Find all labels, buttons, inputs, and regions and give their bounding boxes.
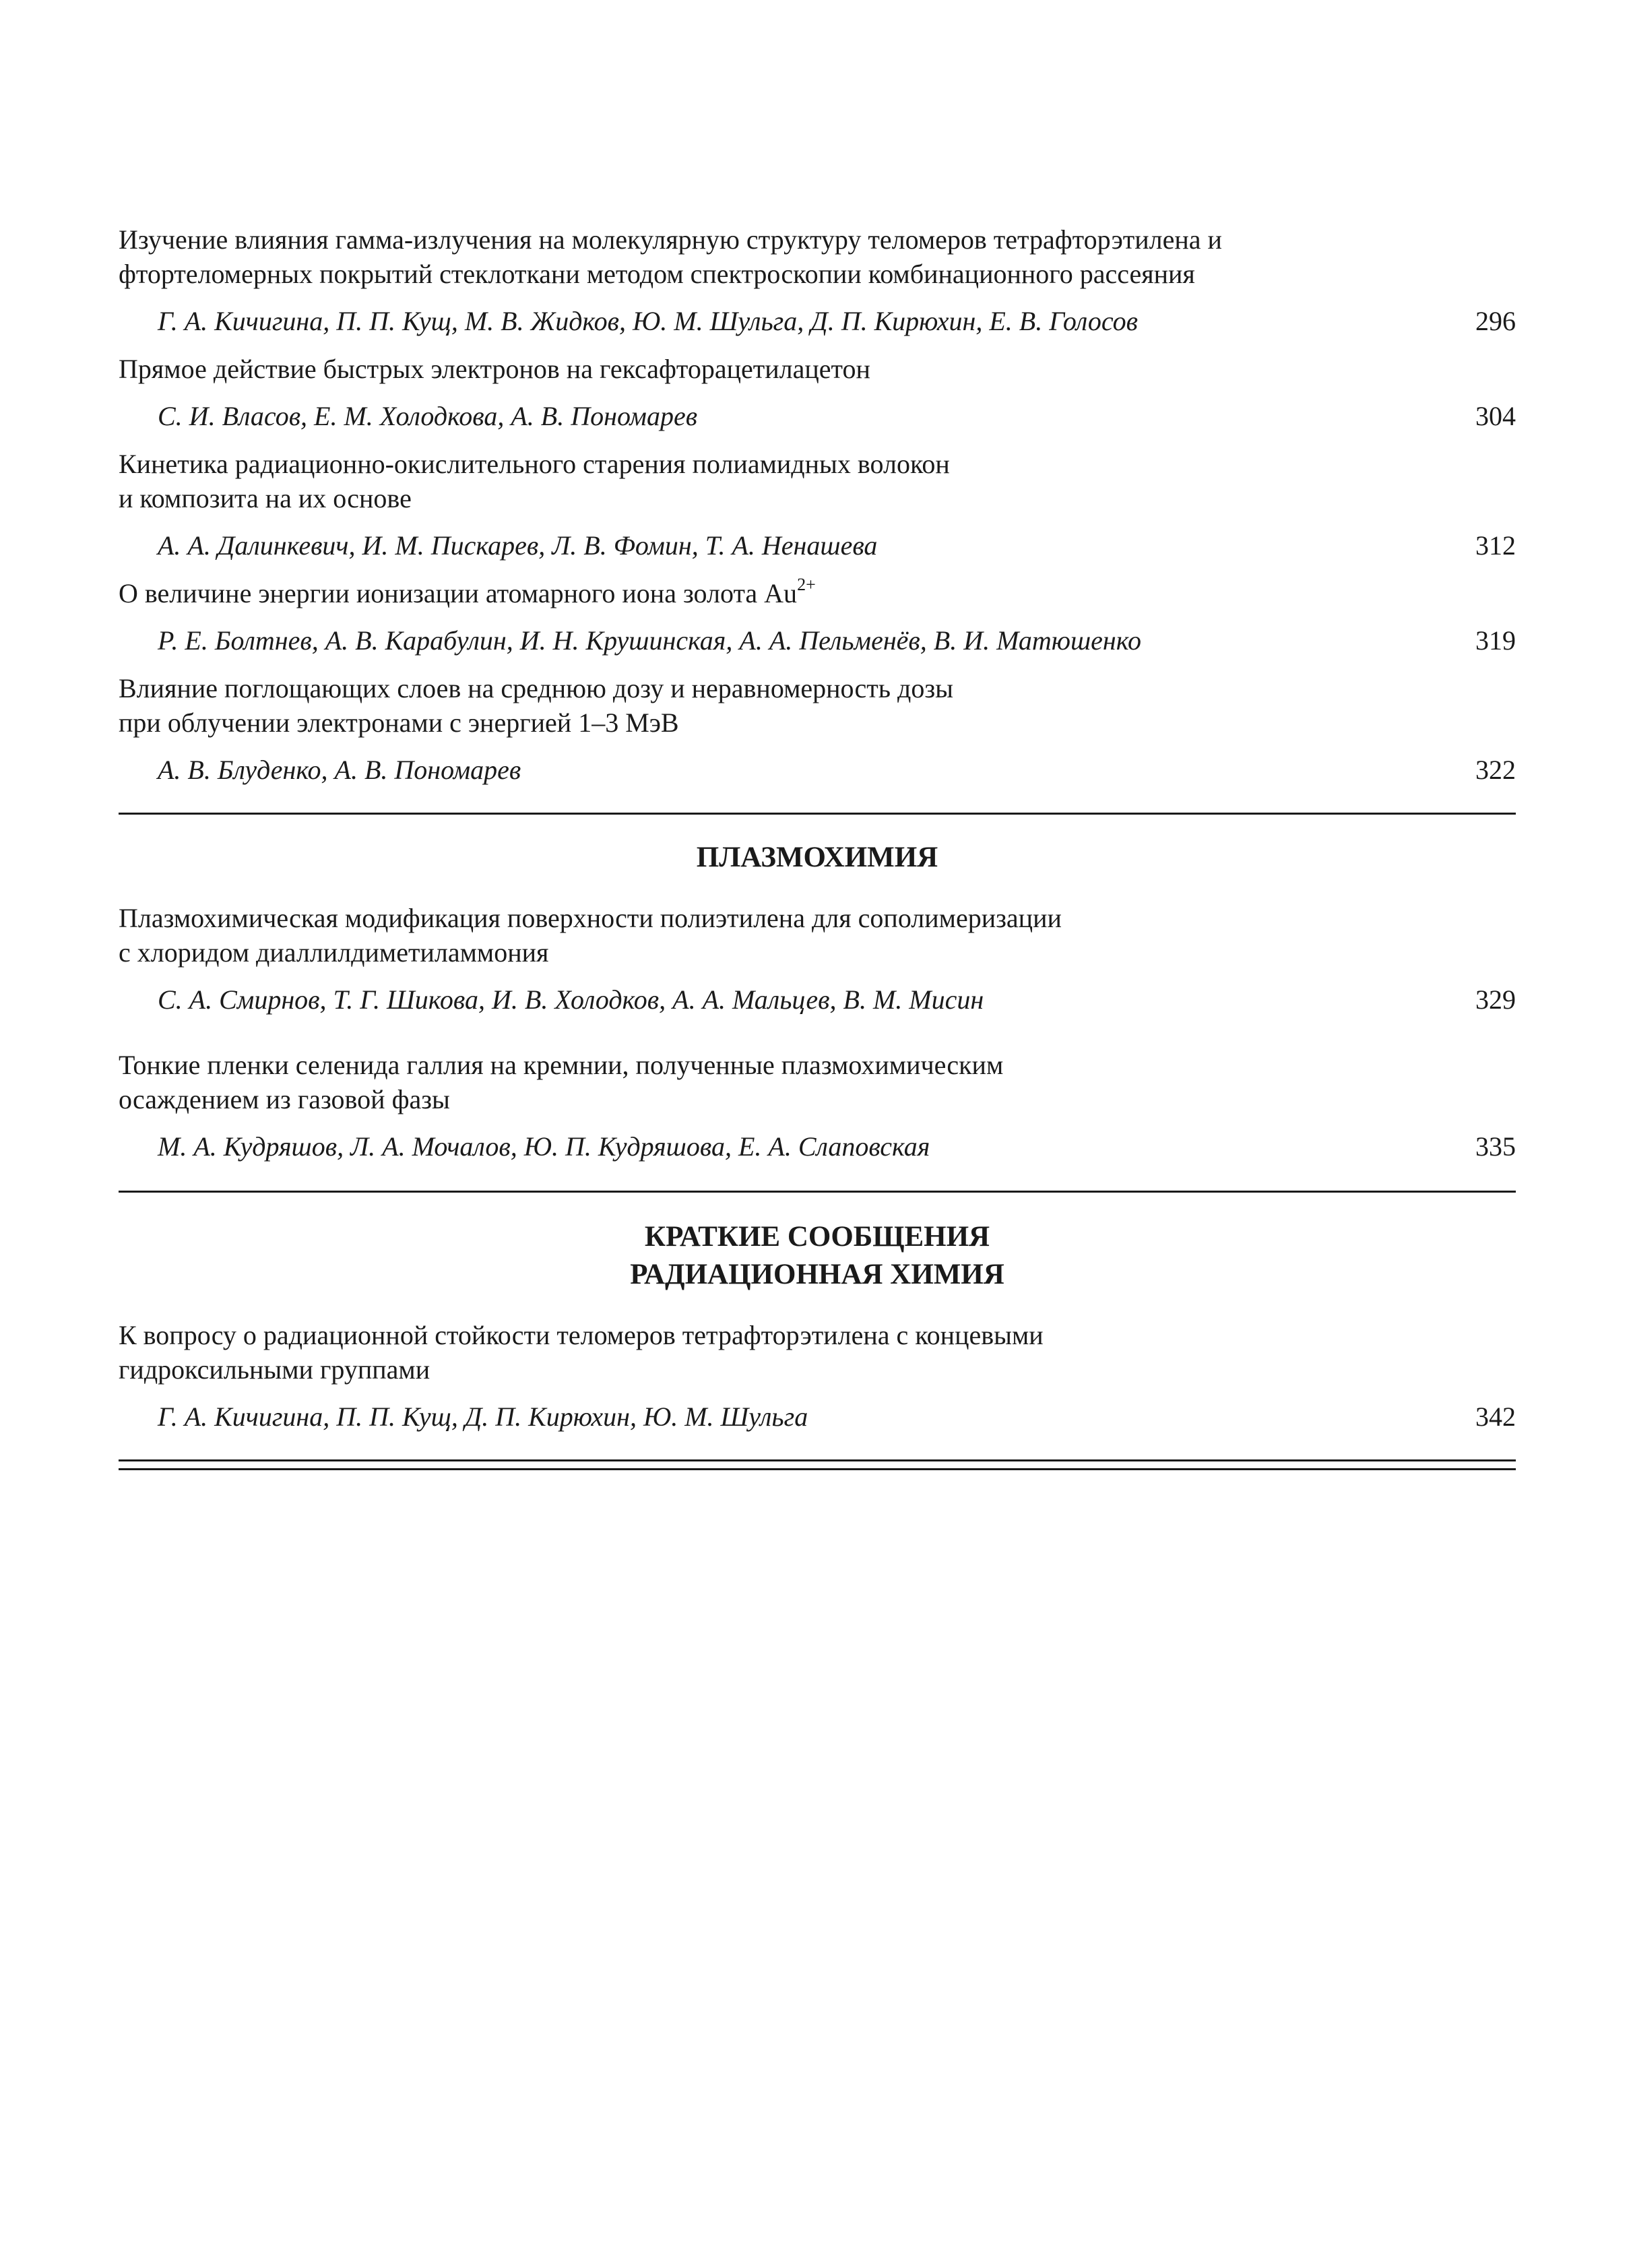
toc-entry <box>119 352 1516 433</box>
end-double-rule-bottom <box>119 1468 1516 1470</box>
article-authors: А. В. Блуденко, А. В. Пономарев <box>158 755 521 785</box>
title-line: Влияние поглощающих слоев на среднюю дозу и неравномерность дозы <box>119 673 954 703</box>
title-line: Плазмохимическая модификация поверхности полиэтилена для сополимеризации <box>119 903 1062 933</box>
authors-row <box>119 1129 1516 1164</box>
authors-row <box>119 623 1516 658</box>
article-title <box>119 576 1516 610</box>
title-line: Изучение влияния гамма-излучения на молекулярную структуру теломеров тетрафторэтилена и <box>119 224 1222 255</box>
page-number: 312 <box>1475 530 1516 561</box>
article-authors: С. А. Смирнов, Т. Г. Шикова, И. В. Холодков, А. А. Мальцев, В. М. Мисин <box>158 984 984 1015</box>
title-line: осаждением из газовой фазы <box>119 1084 450 1114</box>
page-number: 335 <box>1475 1131 1516 1162</box>
article-authors: Р. Е. Болтнев, А. В. Карабулин, И. Н. Крушинская, А. А. Пельменёв, В. И. Матюшенко <box>158 625 1141 656</box>
title-line: Тонкие пленки селенида галлия на кремнии, полученные плазмохимическим <box>119 1050 1004 1080</box>
toc-entry <box>119 1318 1516 1434</box>
table-of-contents <box>119 222 1516 1470</box>
page-number: 322 <box>1475 755 1516 785</box>
title-line: Прямое действие быстрых электронов на гексафторацетилацетон <box>119 354 870 384</box>
section-subheading-line: РАДИАЦИОННАЯ ХИМИЯ <box>630 1259 1004 1290</box>
authors-row <box>119 528 1516 563</box>
toc-entry <box>119 222 1516 338</box>
article-authors: М. А. Кудряшов, Л. А. Мочалов, Ю. П. Кудряшова, Е. А. Слаповская <box>158 1131 930 1162</box>
article-title <box>119 901 1516 970</box>
page-number: 329 <box>1475 984 1516 1015</box>
title-line: К вопросу о радиационной стойкости теломеров тетрафторэтилена с концевыми <box>119 1320 1044 1350</box>
article-title <box>119 447 1516 515</box>
article-authors: А. А. Далинкевич, И. М. Пискарев, Л. В. Фомин, Т. А. Ненашева <box>158 530 878 561</box>
title-line: с хлоридом диаллилдиметиламмония <box>119 937 549 968</box>
title-line: при облучении электронами с энергией 1–3 МэВ <box>119 707 679 738</box>
section-heading-line: КРАТКИЕ СООБЩЕНИЯ <box>644 1221 990 1253</box>
authors-row <box>119 304 1516 338</box>
toc-entry <box>119 1048 1516 1164</box>
page-number: 296 <box>1475 306 1516 336</box>
toc-entry <box>119 671 1516 787</box>
toc-entry <box>119 447 1516 563</box>
superscript: 2+ <box>797 575 816 594</box>
page-number: 304 <box>1475 401 1516 431</box>
authors-row <box>119 1399 1516 1434</box>
article-title <box>119 222 1516 291</box>
page-number: 319 <box>1475 625 1516 656</box>
section-heading: ПЛАЗМОХИМИЯ <box>696 842 938 873</box>
article-authors: Г. А. Кичигина, П. П. Кущ, Д. П. Кирюхин, Ю. М. Шульга <box>158 1401 808 1432</box>
title-line: гидроксильными группами <box>119 1354 430 1385</box>
toc-entry <box>119 901 1516 1017</box>
article-authors: Г. А. Кичигина, П. П. Кущ, М. В. Жидков, Ю. М. Шульга, Д. П. Кирюхин, Е. В. Голосов <box>158 306 1138 336</box>
authors-row <box>119 982 1516 1017</box>
article-title <box>119 352 1516 386</box>
section-heading <box>119 1218 1516 1294</box>
authors-row <box>119 753 1516 787</box>
section-divider <box>119 813 1516 815</box>
title-line: Кинетика радиационно-окислительного старения полиамидных волокон <box>119 449 950 479</box>
toc-entry <box>119 576 1516 658</box>
section-divider <box>119 1191 1516 1193</box>
article-title <box>119 1048 1516 1116</box>
article-title <box>119 671 1516 740</box>
title-line: фтортеломерных покрытий стеклоткани методом спектроскопии комбинационного рассеяния <box>119 259 1195 289</box>
end-double-rule-top <box>119 1459 1516 1461</box>
title-line: О величине энергии ионизации атомарного иона золота Au <box>119 578 798 608</box>
authors-row <box>119 399 1516 433</box>
article-title <box>119 1318 1516 1387</box>
article-authors: С. И. Власов, Е. М. Холодкова, А. В. Пономарев <box>158 401 698 431</box>
page-number: 342 <box>1475 1401 1516 1432</box>
title-line: и композита на их основе <box>119 483 412 513</box>
